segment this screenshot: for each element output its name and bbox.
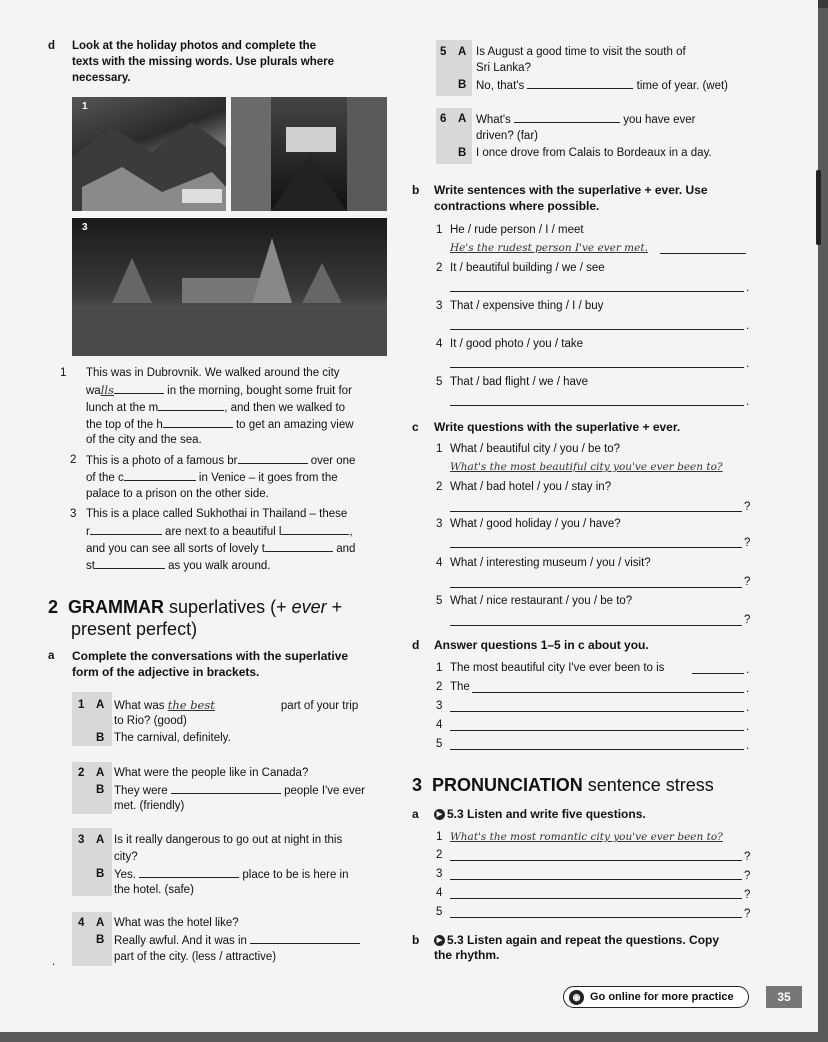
c-item-1-number: 1	[436, 443, 443, 455]
answer-line[interactable]	[450, 897, 742, 899]
conv-4-speaker-b: B	[96, 934, 105, 946]
b-item-5-number: 5	[436, 376, 443, 388]
section-number: 3	[412, 775, 423, 795]
conv-4-number: 4	[78, 917, 85, 929]
b-item-2-prompt: It / beautiful building / we / see	[450, 262, 605, 274]
answer-line[interactable]	[450, 586, 742, 588]
grammar-d-letter: d	[412, 638, 420, 652]
bridge-canal-illustration	[231, 97, 387, 211]
stray-dot: .	[52, 956, 56, 968]
grammar-b-letter: b	[412, 183, 420, 197]
answer-blank[interactable]	[527, 77, 633, 89]
period: .	[746, 664, 750, 676]
conv-1-speaker-a: A	[96, 699, 105, 711]
answer-line[interactable]	[692, 672, 744, 674]
text: the top of the h	[86, 419, 163, 431]
c-item-1-example: What's the most beautiful city you've ever been to?	[450, 461, 723, 473]
d-item-2-text: The	[450, 681, 470, 693]
text: Yes.	[114, 869, 136, 881]
conv-6-b-line-1: I once drove from Calais to Bordeaux in a day.	[476, 147, 712, 159]
item-3-line-1: This is a place called Sukhothai in Thailand – these	[86, 508, 348, 520]
text: This is a photo of a famous br	[86, 455, 238, 467]
b-item-3-number: 3	[436, 300, 443, 312]
period: .	[746, 282, 750, 294]
conv-6-a-line-1	[476, 111, 695, 128]
pron-a-item-5-number: 5	[436, 906, 443, 918]
grammar-heading	[48, 596, 342, 640]
period: .	[746, 683, 750, 695]
d-item-2-number: 2	[436, 681, 443, 693]
conv-4-speaker-a: A	[96, 917, 105, 929]
conv-3-a-line-2: city?	[114, 851, 138, 863]
pron-a-item-1-number: 1	[436, 831, 443, 843]
text: 5.3 Listen again and repeat the questions. Copy	[447, 933, 720, 947]
grammar-a-instruction-2: form of the adjective in brackets.	[72, 665, 260, 679]
title-ever: ever	[291, 597, 327, 617]
answer-blank[interactable]	[163, 416, 233, 428]
section-d-instruction-3: necessary.	[72, 72, 131, 84]
grammar-a-instruction-1: Complete the conversations with the superlative	[72, 649, 349, 663]
question-mark: ?	[744, 614, 751, 626]
grammar-b-instruction-1: Write sentences with the superlative + ever. Use	[434, 183, 708, 197]
conv-5-a-line-2: Sri Lanka?	[476, 62, 531, 74]
answer-blank[interactable]	[90, 523, 162, 535]
text: lunch at the m	[86, 402, 159, 414]
conv-5-speaker-a: A	[458, 46, 467, 58]
c-item-3-number: 3	[436, 518, 443, 530]
d-item-1-text: The most beautiful city I've ever been to is	[450, 662, 665, 674]
pronunciation-heading	[412, 774, 714, 796]
online-practice-icon: ◉	[569, 990, 584, 1005]
photo-1-dubrovnik	[72, 97, 226, 211]
conv-4-a-line-1: What was the hotel like?	[114, 917, 239, 929]
answer-line[interactable]	[450, 404, 744, 406]
conv-3-number: 3	[78, 834, 85, 846]
grammar-title-line-2: present perfect)	[71, 619, 198, 639]
d-item-5-number: 5	[436, 738, 443, 750]
conv-1-b-line-1: The carnival, definitely.	[114, 732, 231, 744]
grammar-b-instruction-2: contractions where possible.	[434, 199, 600, 213]
text: No, that's	[476, 80, 525, 92]
answer-line[interactable]	[450, 748, 744, 750]
rooftops-illustration	[72, 97, 226, 211]
b-item-4-number: 4	[436, 338, 443, 350]
text: 5.3 Listen and write five questions.	[447, 807, 646, 821]
answer-line[interactable]	[450, 710, 744, 712]
pron-a-item-2-number: 2	[436, 849, 443, 861]
answer-blank[interactable]	[265, 540, 333, 552]
conv-3-b-line-1	[114, 866, 349, 883]
period: .	[746, 358, 750, 370]
c-item-5-number: 5	[436, 595, 443, 607]
title-rest: sentence stress	[587, 775, 714, 795]
item-3-line-3	[86, 540, 355, 557]
text: What was	[114, 700, 165, 712]
text: r	[86, 526, 90, 538]
text: to get an amazing view	[235, 419, 354, 431]
answer-blank[interactable]	[514, 111, 620, 123]
answer-line[interactable]	[450, 328, 744, 330]
answer-blank[interactable]	[238, 452, 308, 464]
photo-number: 3	[82, 222, 88, 233]
b-item-3-prompt: That / expensive thing / I / buy	[450, 300, 604, 312]
item-2-line-3: palace to a prison on the other side.	[86, 488, 269, 500]
question-mark: ?	[744, 851, 751, 863]
page-number: 35	[766, 986, 802, 1008]
item-1-line-1: This was in Dubrovnik. We walked around the city	[86, 367, 340, 379]
answer-blank[interactable]	[95, 557, 165, 569]
b-item-1-number: 1	[436, 224, 443, 236]
pron-a-letter: a	[412, 807, 419, 821]
text: Really awful. And it was in	[114, 935, 247, 947]
period: .	[746, 320, 750, 332]
b-item-2-number: 2	[436, 262, 443, 274]
answer-line[interactable]	[450, 546, 742, 548]
conv-4-b-line-1	[114, 932, 360, 949]
conv-6-a-line-2: driven? (far)	[476, 130, 538, 142]
answer-blank[interactable]	[281, 523, 349, 535]
text: of the c	[86, 472, 124, 484]
text: part of your trip	[280, 700, 359, 712]
item-3-line-2	[86, 523, 353, 540]
conv-1-a-line-1	[114, 697, 358, 714]
item-1-line-2	[86, 382, 352, 399]
text: place to be is here in	[242, 869, 349, 881]
period: .	[746, 702, 750, 714]
item-2-line-1	[86, 452, 355, 469]
question-mark: ?	[744, 889, 751, 901]
conv-6-number: 6	[440, 113, 447, 125]
conv-5-a-line-1: Is August a good time to visit the south of	[476, 46, 686, 58]
conv-2-number: 2	[78, 767, 85, 779]
conv-6-speaker-a: A	[458, 113, 467, 125]
pron-b-letter: b	[412, 933, 420, 947]
question-mark: ?	[744, 908, 751, 920]
go-online-button[interactable]	[563, 986, 749, 1008]
text: you have ever	[623, 114, 696, 126]
answer-line[interactable]	[450, 729, 744, 731]
item-1-line-4	[86, 416, 354, 433]
b-item-5-prompt: That / bad flight / we / have	[450, 376, 589, 388]
question-mark: ?	[744, 501, 751, 513]
c-item-4-number: 4	[436, 557, 443, 569]
b-item-4-prompt: It / good photo / you / take	[450, 338, 583, 350]
binding-edge-mark	[816, 170, 821, 245]
photo-3-sukhothai	[72, 218, 387, 356]
go-online-label: Go online for more practice	[590, 991, 734, 1003]
d-item-3-number: 3	[436, 700, 443, 712]
grammar-title-line-1	[48, 596, 342, 618]
answer-blank[interactable]	[124, 469, 196, 481]
conv-3-speaker-b: B	[96, 868, 105, 880]
answer-line[interactable]	[450, 916, 742, 918]
conv-3-b-line-2: the hotel. (safe)	[114, 884, 194, 896]
answer-line[interactable]	[660, 252, 746, 254]
answer-line[interactable]	[472, 691, 744, 693]
handwritten-answer: lls	[100, 383, 114, 397]
title-rest: superlatives (+	[169, 597, 287, 617]
question-mark: ?	[744, 576, 751, 588]
period: .	[746, 396, 750, 408]
conv-2-speaker-a: A	[96, 767, 105, 779]
item-1-line-3	[86, 399, 345, 416]
item-2-line-2	[86, 469, 338, 486]
answer-line[interactable]	[450, 859, 742, 861]
c-item-2-number: 2	[436, 481, 443, 493]
b-item-1-example: He's the rudest person I've ever met.	[450, 242, 648, 254]
conv-6-speaker-b: B	[458, 147, 467, 159]
conv-3-a-line-1: Is it really dangerous to go out at night in this	[114, 834, 343, 846]
answer-blank[interactable]	[158, 399, 224, 411]
text: and	[336, 543, 356, 555]
photo-2-venice	[231, 97, 387, 211]
section-number: 2	[48, 597, 59, 617]
period: .	[746, 740, 750, 752]
answer-line[interactable]	[450, 624, 742, 626]
section-d-instruction-2: texts with the missing words. Use plurals where	[72, 56, 335, 68]
answer-line[interactable]	[450, 290, 744, 292]
text: are next to a beautiful l	[165, 526, 282, 538]
text: in the morning, bought some fruit for	[167, 385, 352, 397]
pron-a-item-3-number: 3	[436, 868, 443, 880]
grammar-a-letter: a	[48, 650, 55, 662]
c-item-2-prompt: What / bad hotel / you / stay in?	[450, 481, 612, 493]
text: They were	[114, 785, 168, 797]
item-3-number: 3	[70, 508, 77, 520]
pron-a-instruction	[434, 806, 646, 822]
grammar-d-instruction: Answer questions 1–5 in c about you.	[434, 638, 649, 652]
text: What's	[476, 114, 511, 126]
c-item-3-prompt: What / good holiday / you / have?	[450, 518, 621, 530]
conv-2-speaker-b: B	[96, 784, 105, 796]
text: over one	[310, 455, 356, 467]
item-1-line-5: of the city and the sea.	[86, 434, 202, 446]
temple-ruins-illustration	[72, 218, 387, 356]
photo-number: 1	[82, 101, 88, 112]
grammar-c-letter: c	[412, 420, 419, 434]
pron-a-item-1-example: What's the most romantic city you've ever been to?	[450, 831, 723, 843]
text: in Venice – it goes from the	[198, 472, 338, 484]
conv-1-a-line-2: to Rio? (good)	[114, 715, 187, 727]
b-item-1-prompt: He / rude person / I / meet	[450, 224, 584, 236]
c-item-5-prompt: What / nice restaurant / you / be to?	[450, 595, 633, 607]
c-item-4-prompt: What / interesting museum / you / visit?	[450, 557, 651, 569]
pron-b-instruction-2: the rhythm.	[434, 948, 500, 962]
item-2-number: 2	[70, 454, 77, 466]
c-item-1-prompt: What / beautiful city / you / be to?	[450, 443, 621, 455]
conv-5-number: 5	[440, 46, 447, 58]
example-answer: the best	[167, 698, 215, 712]
grammar-c-instruction: Write questions with the superlative + ever.	[434, 420, 681, 434]
text: people I've ever	[284, 785, 365, 797]
conv-3-speaker-a: A	[96, 834, 105, 846]
conv-2-a-line-1: What were the people like in Canada?	[114, 767, 309, 779]
conv-5-b-line-1	[476, 77, 728, 94]
answer-blank[interactable]	[171, 782, 281, 794]
audio-icon[interactable]: ▶	[434, 935, 445, 946]
question-mark: ?	[744, 537, 751, 549]
pron-a-item-4-number: 4	[436, 887, 443, 899]
period: .	[746, 721, 750, 733]
conv-5-speaker-b: B	[458, 79, 467, 91]
conv-2-b-line-2: met. (friendly)	[114, 800, 185, 812]
pron-b-instruction-1	[434, 932, 719, 948]
text: , and then we walked to	[224, 402, 346, 414]
conv-1-speaker-b: B	[96, 732, 105, 744]
text: st	[86, 560, 95, 572]
section-d-letter: d	[48, 40, 56, 52]
audio-icon[interactable]: ▶	[434, 809, 445, 820]
item-3-line-4	[86, 557, 270, 574]
conv-4-b-line-2: part of the city. (less / attractive)	[114, 951, 277, 963]
text: as you walk around.	[168, 560, 271, 572]
answer-blank[interactable]	[139, 866, 239, 878]
text: time of year. (wet)	[636, 80, 729, 92]
item-1-number: 1	[60, 367, 67, 379]
text: and you can see all sorts of lovely t	[86, 543, 265, 555]
title-plus: +	[331, 597, 343, 617]
pronunciation-title	[412, 774, 714, 796]
answer-line[interactable]	[450, 878, 742, 880]
conv-2-b-line-1	[114, 782, 365, 799]
conv-1-number: 1	[78, 699, 85, 711]
question-mark: ?	[744, 870, 751, 882]
d-item-1-number: 1	[436, 662, 443, 674]
text: ,	[349, 526, 353, 538]
title-caps: PRONUNCIATION	[432, 775, 583, 795]
answer-line[interactable]	[450, 366, 744, 368]
section-d-instruction-1: Look at the holiday photos and complete the	[72, 40, 317, 52]
d-item-4-number: 4	[436, 719, 443, 731]
title-caps: GRAMMAR	[68, 597, 165, 617]
answer-blank[interactable]	[114, 382, 164, 394]
answer-line[interactable]	[450, 510, 742, 512]
text: wa	[86, 385, 101, 397]
answer-blank[interactable]	[250, 932, 360, 944]
